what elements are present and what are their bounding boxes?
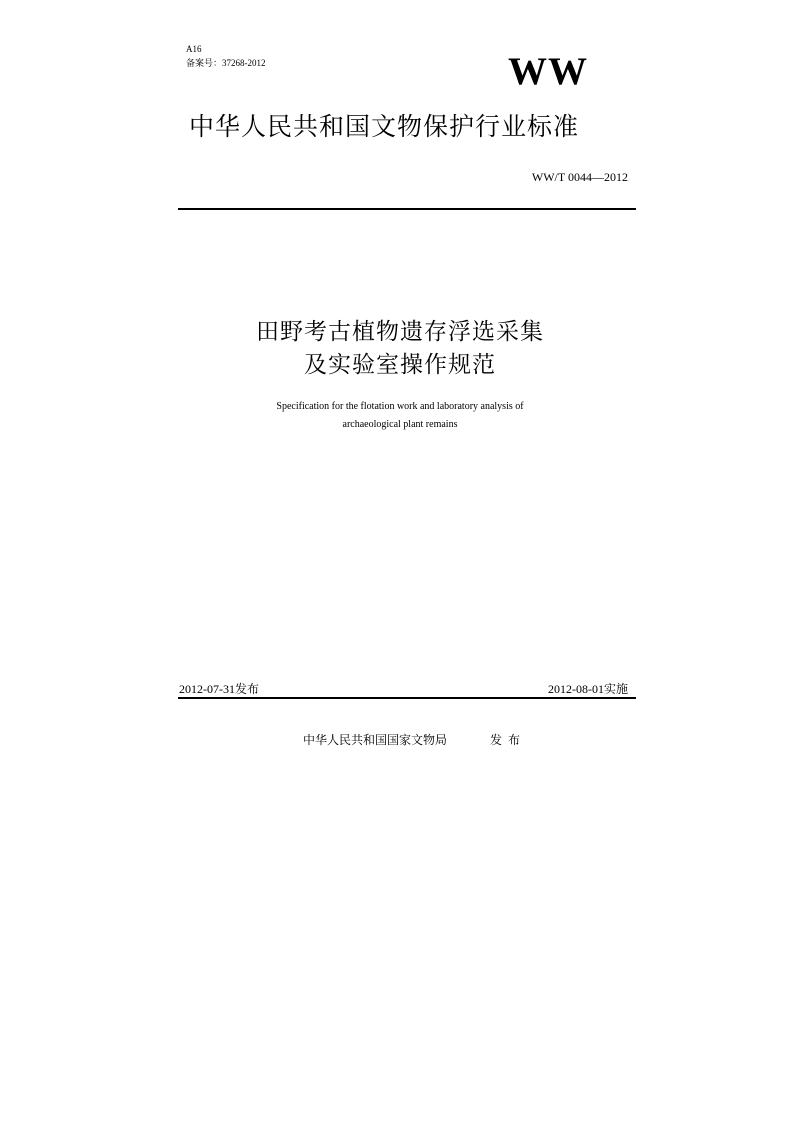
record-number: 备案号：37268-2012 (186, 58, 266, 68)
implementation-date: 2012-08-01实施 (548, 682, 628, 696)
english-title-line-2: archaeological plant remains (342, 419, 458, 430)
standard-code: WW/T 0044—2012 (531, 170, 628, 184)
issue-action: 发布 (490, 733, 527, 747)
standard-logo: WW (508, 50, 588, 93)
classification-code: A16 (186, 44, 202, 54)
issue-date: 2012-07-31发布 (179, 682, 259, 696)
header-divider (178, 208, 636, 210)
document-title-line-2: 及实验室操作规范 (304, 352, 496, 378)
standard-category-title: 中华人民共和国文物保护行业标准 (189, 112, 580, 141)
document-title-line-1: 田野考古植物遗存浮选采集 (256, 319, 544, 345)
english-title-line-1: Specification for the flotation work and laboratory analysis of (276, 401, 524, 412)
issuing-authority: 中华人民共和国国家文物局 (303, 733, 448, 747)
footer-divider (178, 697, 636, 699)
